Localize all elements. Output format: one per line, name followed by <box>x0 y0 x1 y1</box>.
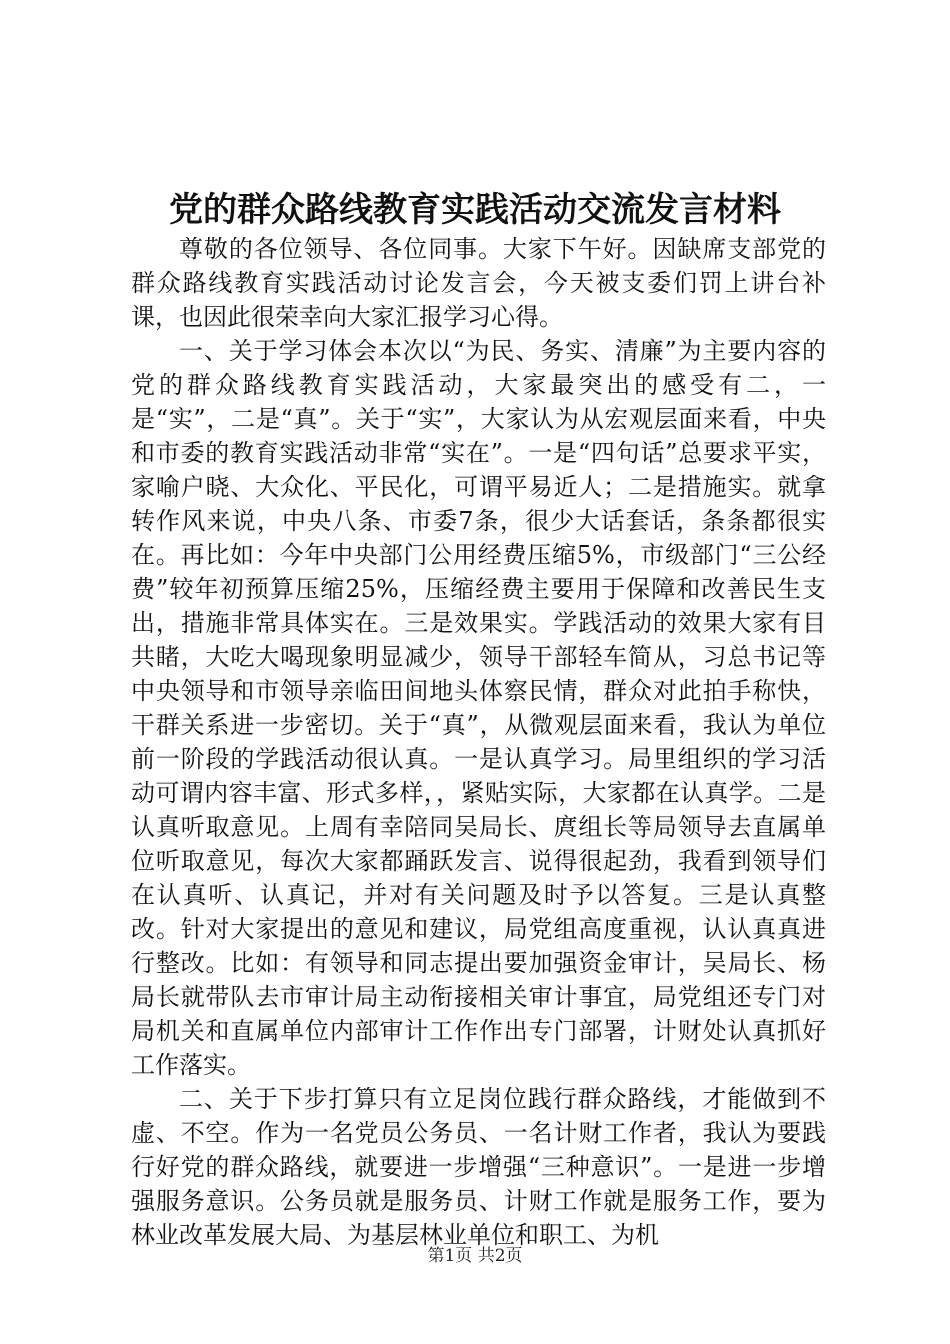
paragraph-next-steps: 二、关于下步打算只有立足岗位践行群众路线，才能做到不虚、不空。作为一名党员公务员、一名计财工作者，我认为要践行好党的群众路线，就要进一步增强“三种意识”。一是进一步增强服务意识。公务员就是服务员、计财工作就是服务工作，要为林业改革发展大局、为基层林业单位和职工、为机 <box>131 1085 826 1249</box>
document-title: 党的群众路线教育实践活动交流发言材料 <box>169 190 781 230</box>
page-number-footer: 第1页 共2页 <box>427 1246 523 1266</box>
paragraph-learning-experience: 一、关于学习体会本次以“为民、务实、清廉”为主要内容的党的群众路线教育实践活动，大家最突出的感受有二，一是“实”，二是“真”。关于“实”，大家认为从宏观层面来看，中央和市委的教育实践活动非常“实在”。一是“四句话”总要求平实，家喻户晓、大众化、平民化，可谓平易近人；二是措施实。就拿转作风来说，中央八条、市委7条，很少大话套话，条条都很实在。再比如：今年中央部门公用经费压缩5%，市级部门“三公经费”较年初预算压缩25%，压缩经费主要用于保障和改善民生支出，措施非常具体实在。三是效果实。学践活动的效果大家有目共睹，大吃大喝现象明显减少，领导干部轻车简从，习总书记等中央领导和市领导亲临田间地头体察民情，群众对此拍手称快，干群关系进一步密切。关于“真”，从微观层面来看，我认为单位前一阶段的学践活动很认真。一是认真学习。局里组织的学习活动可谓内容丰富、形式多样，，紧贴实际，大家都在认真学。二是认真听取意见。上周有幸陪同吴局长、庹组长等局领导去直属单位听取意见，每次大家都踊跃发言、说得很起劲，我看到领导们在认真听、认真记，并对有关问题及时予以答复。三是认真整改。针对大家提出的意见和建议，局党组高度重视，认认真真进行整改。比如：有领导和同志提出要加强资金审计，吴局长、杨局长就带队去市审计局主动衔接相关审计事宜，局党组还专门对局机关和直属单位内部审计工作作出专门部署，计财处认真抓好工作落实。 <box>131 337 826 1079</box>
document-body <box>131 232 826 1252</box>
paragraph-greeting: 尊敬的各位领导、各位同事。大家下午好。因缺席支部党的群众路线教育实践活动讨论发言会，今天被支委们罚上讲台补课，也因此很荣幸向大家汇报学习心得。 <box>131 235 826 331</box>
